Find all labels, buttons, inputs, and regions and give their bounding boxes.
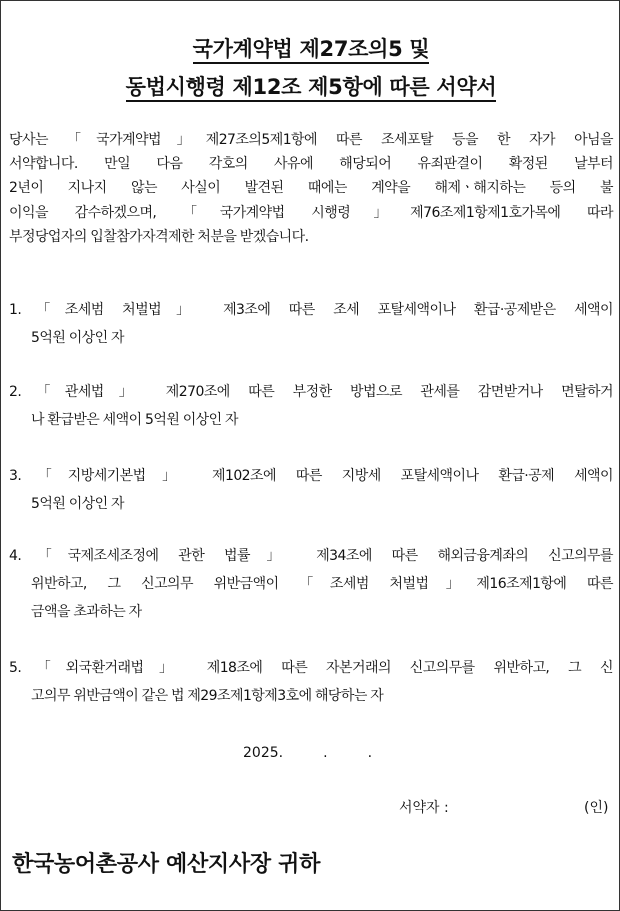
list-item-line: 금액을 초과하는 자 bbox=[31, 604, 142, 620]
list-item bbox=[9, 542, 613, 626]
intro-line: 서약합니다. 만일 다음 각호의 사유에 해당되어 유죄판결이 확정된 날부터 bbox=[9, 156, 613, 173]
list-item bbox=[9, 654, 613, 710]
list-item-line: 2.「관세법」 제270조에 따른 부정한 방법으로 관세를 감면받거나 면탈하거 bbox=[9, 384, 613, 400]
recipient-line: 한국농어촌공사 예산지사장 귀하 bbox=[12, 852, 321, 877]
list-item bbox=[9, 296, 613, 352]
pledge-date: 2025. . . bbox=[243, 745, 373, 761]
list-item-line: 위반하고, 그 신고의무 위반금액이 「조세범 처벌법」제16조제1항에 따른 bbox=[31, 576, 613, 592]
list-item bbox=[9, 378, 613, 434]
list-item-line: 고의무 위반금액이 같은 법 제29조제1항제3호에 해당하는 자 bbox=[31, 688, 384, 704]
intro-line: 이익을 감수하겠으며, 「국가계약법 시행령」제76조제1항제1호가목에 따라 bbox=[9, 204, 613, 221]
list-item bbox=[9, 462, 613, 518]
intro-line: 부정당업자의 입찰참가자격제한 처분을 받겠습니다. bbox=[9, 228, 309, 245]
list-item-line: 나 환급받은 세액이 5억원 이상인 자 bbox=[31, 412, 238, 428]
document-title-line1 bbox=[1, 35, 620, 63]
document-title-text1: 국가계약법 제27조의5 및 bbox=[193, 37, 430, 64]
list-item-line: 1.「조세범 처벌법」 제3조에 따른 조세 포탈세액이나 환급·공제받은 세액이 bbox=[9, 302, 613, 318]
list-item-line: 5억원 이상인 자 bbox=[31, 330, 125, 346]
list-item-line: 5.「외국환거래법」 제18조에 따른 자본거래의 신고의무를 위반하고, 그 신 bbox=[9, 660, 613, 676]
document-title-line2 bbox=[1, 73, 620, 101]
list-item-line: 4.「국제조세조정에 관한 법률」 제34조에 따른 해외금융계좌의 신고의무를 bbox=[9, 548, 613, 564]
document-title-text2: 동법시행령 제12조 제5항에 따른 서약서 bbox=[126, 75, 497, 102]
seal-mark: (인) bbox=[584, 800, 609, 816]
signer-label: 서약자 : bbox=[399, 800, 449, 816]
intro-paragraph bbox=[9, 128, 613, 249]
list-item-line: 3.「지방세기본법」 제102조에 따른 지방세 포탈세액이나 환급·공제 세액이 bbox=[9, 468, 613, 484]
list-item-line: 5억원 이상인 자 bbox=[31, 496, 125, 512]
intro-line: 2년이 지나지 않는 사실이 발견된 때에는 계약을 해제ㆍ해지하는 등의 불 bbox=[9, 180, 613, 197]
intro-line: 당사는 「국가계약법」제27조의5제1항에 따른 조세포탈 등을 한 자가 아님을 bbox=[9, 132, 613, 148]
